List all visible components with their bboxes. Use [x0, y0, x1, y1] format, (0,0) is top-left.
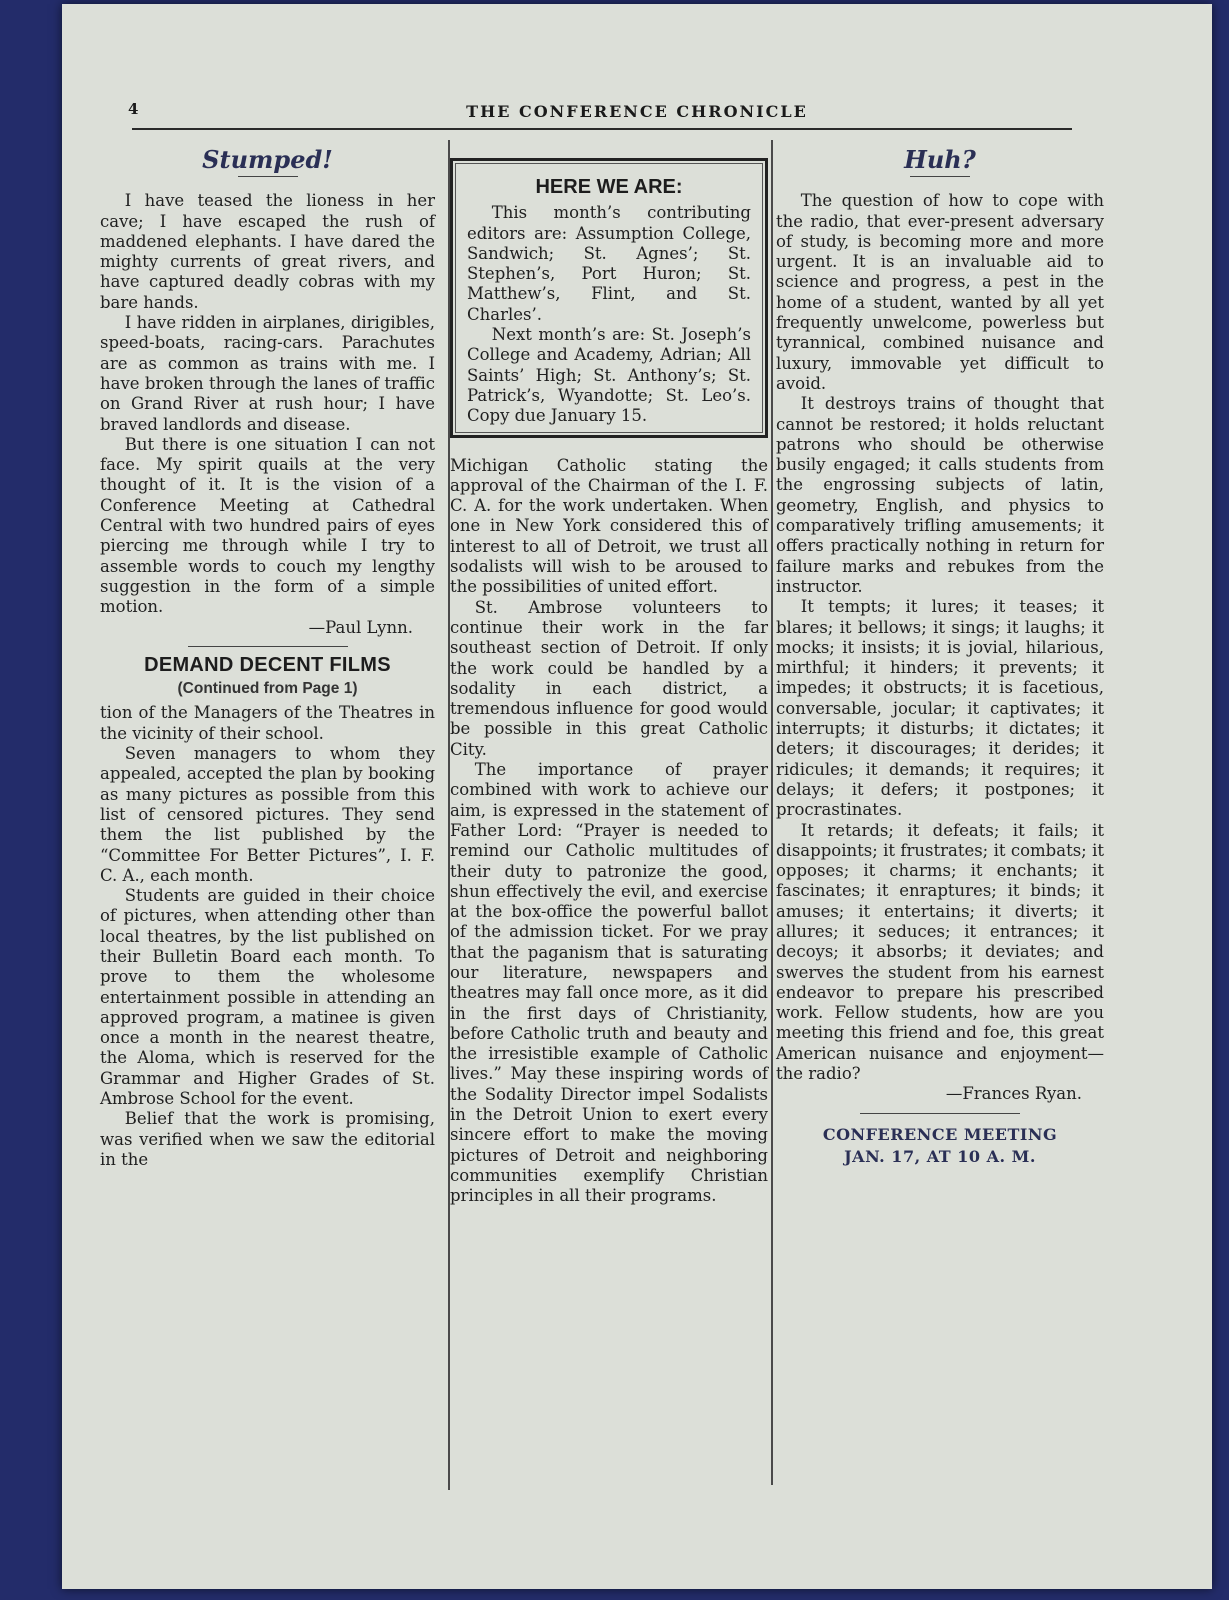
paragraph: I have teased the lioness in her cave; I have escaped the rush of maddened elephants. I have dared the mighty currents of great rivers, and have captured deadly cobras with my bare hands. [100, 191, 435, 312]
article-separator [860, 1113, 1020, 1114]
paragraph: Michigan Catholic stating the approval of the Chairman of the I. F. C. A. for the work undertaken. When one in New York considered this of interest to all of Detroit, we trust all sodalists will wish to be aroused to the possibilities of united effort. [450, 455, 768, 597]
paragraph: It retards; it defeats; it fails; it disappoints; it frustrates; it combats; it opposes; it charms; it enchants; it fascinates; it enraptures; it binds; it amuses; it entertains; it diverts; it allures; it seduces; it entrances; it decoys; it absorbs; it deviates; and swerves the student from his earnest endeavor to prepare his prescribed work. Fellow students, how are you meeting this friend and foe, this great American nuisance and enjoyment—the radio? [776, 820, 1104, 1084]
paragraph: Next month’s are: St. Joseph’s College and Academy, Adrian; All Saints’ High; St. Anthony’s; St. Patrick’s, Wyandotte; St. Leo’s. Copy due January 15. [467, 325, 751, 426]
paragraph: The importance of prayer combined with work to achieve our aim, is expressed in the statement of Father Lord: “Prayer is needed to remind our Catholic multitudes of their duty to patronize the good, shun effectively the evil, and exercise at the box-office the powerful ballot of the admission ticket. For we pray that the paganism that is saturating our literature, newspapers and theatres may fall once more, as it did in the first days of Christianity, before Catholic truth and beauty and the irresistible example of Catholic lives.” May these inspiring words of the Sodality Director impel Sodalists in the Detroit Union to exert every sincere effort to make the moving pictures of Detroit and neighboring communities exemplify Christian principles in all their programs. [450, 760, 768, 1206]
paragraph: Belief that the work is promising, was verified when we saw the editorial in the [100, 1109, 435, 1169]
column-divider-right [771, 140, 773, 1485]
article-title-stumped: Stumped! [202, 145, 333, 174]
article-separator [188, 646, 348, 647]
box-title: HERE WE ARE: [535, 176, 683, 198]
author-signature: —Frances Ryan. [945, 1084, 1082, 1104]
newspaper-page [62, 4, 1212, 1589]
here-we-are-box [450, 158, 768, 438]
paragraph: St. Ambrose volunteers to continue their work in the far southeast section of Detroit. If only the work could be handled by a sodality in each district, a tremendous influence for good would be possible in this great Catholic City. [450, 597, 768, 759]
title-rule [910, 176, 970, 177]
article-title-demand-decent-films: DEMAND DECENT FILMS [144, 653, 391, 676]
title-rule [238, 176, 298, 177]
paragraph: tion of the Managers of the Theatres in the vicinity of their school. [100, 703, 435, 743]
right-column [776, 144, 1104, 1168]
page-number: 4 [128, 100, 139, 118]
masthead: THE CONFERENCE CHRONICLE [466, 102, 808, 121]
author-signature: —Paul Lynn. [308, 617, 413, 637]
notice-line: CONFERENCE MEETING [822, 1124, 1058, 1144]
paragraph: It destroys trains of thought that cannot be restored; it holds reluctant patrons who should be otherwise busily engaged; it calls students from the engrossing subjects of latin, geometry, English, and physics to comparatively trifling amusements; it offers practically nothing in return for failure marks and rebukes from the instructor. [776, 394, 1104, 596]
notice-line: JAN. 17, AT 10 A. M. [844, 1146, 1036, 1166]
conference-meeting-notice [776, 1124, 1104, 1168]
header-rule [132, 128, 1072, 130]
paragraph: It tempts; it lures; it teases; it blares; it bellows; it sings; it laughs; it mocks; it insists; it is jovial, hilarious, mirthful; it hinders; it prevents; it impedes; it obstructs; it is facetious, conversable, jocular; it captivates; it interrupts; it disturbs; it dictates; it deters; it discourages; it derides; it ridicules; it demands; it requires; it delays; it defers; it postpones; it procrastinates. [776, 597, 1104, 820]
paragraph: I have ridden in airplanes, dirigibles, speed-boats, racing-cars. Parachutes are as common as trains with me. I have broken through the lanes of traffic on Grand River at rush hour; I have braved landlords and disease. [100, 313, 435, 434]
paragraph: The question of how to cope with the radio, that ever-present adversary of study, is becoming more and more urgent. It is an invaluable aid to science and progress, a pest in the home of a student, wanted by all yet frequently unwelcome, powerless but tyrannical, combined nuisance and luxury, immovable yet difficult to avoid. [776, 191, 1104, 393]
paragraph: But there is one situation I can not face. My spirit quails at the very thought of it. It is the vision of a Conference Meeting at Cathedral Central with two hundred pairs of eyes piercing me through while I try to assemble words to couch my lengthy suggestion in the form of a simple motion. [100, 434, 435, 617]
continued-note: (Continued from Page 1) [177, 680, 358, 698]
article-title-huh: Huh? [904, 145, 976, 174]
middle-column [450, 144, 768, 1207]
paragraph: Students are guided in their choice of pictures, when attending other than local theatres, by the list published on their Bulletin Board each month. To prove to them the wholesome entertainment possible in attending an approved program, a matinee is given once a month in the nearest theatre, the Aloma, which is reserved for the Grammar and Higher Grades of St. Ambrose School for the event. [100, 886, 435, 1109]
paragraph: This month’s contributing editors are: Assumption College, Sandwich; St. Agnes’; St. Stephen’s, Port Huron; St. Matthew’s, Flint, and St. Charles’. [467, 203, 751, 324]
left-column [100, 144, 435, 1170]
paragraph: Seven managers to whom they appealed, accepted the plan by booking as many pictures as possible from this list of censored pictures. They send them the list published by the “Committee For Better Pictures”, I. F. C. A., each month. [100, 744, 435, 885]
